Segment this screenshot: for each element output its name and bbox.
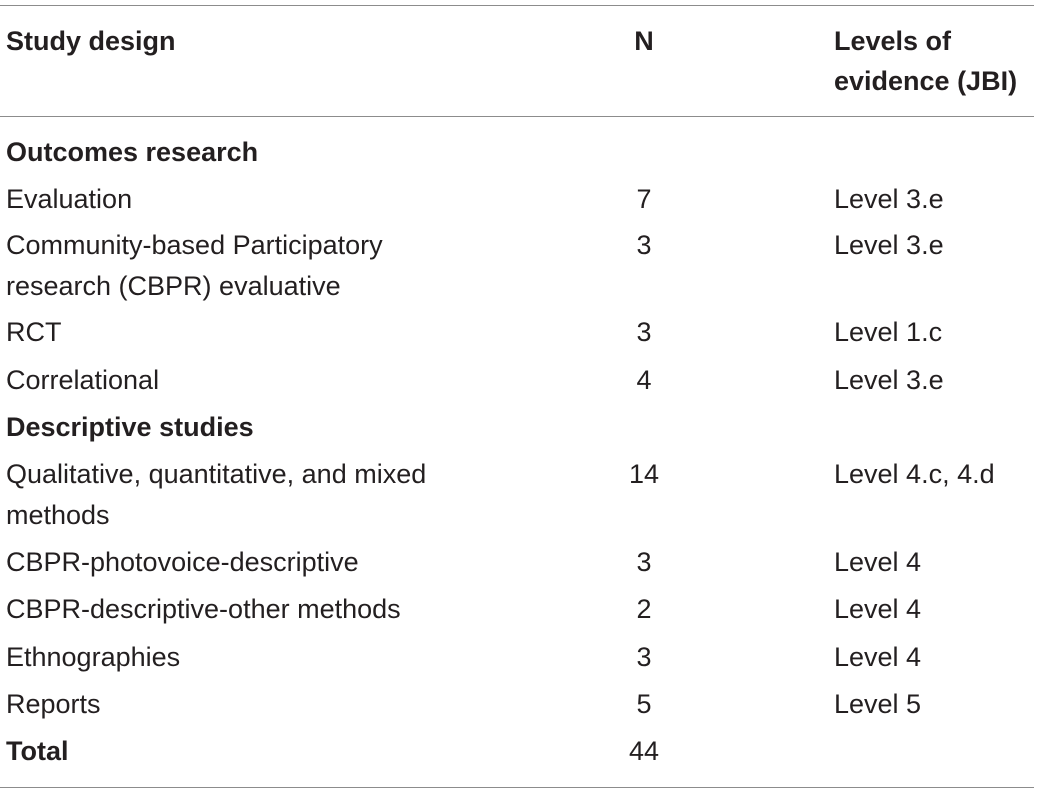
table-row-level: Level 4 <box>834 594 922 624</box>
table-row-n: 3 <box>636 642 652 672</box>
table-row-n: 3 <box>636 230 652 260</box>
section-title-outcomes-research: Outcomes research <box>6 137 259 167</box>
header-levels-line1: Levels of <box>834 26 952 56</box>
table-row-level: Level 4 <box>834 642 922 672</box>
table-row-n: 2 <box>636 594 652 624</box>
table-row-n: 14 <box>628 459 660 489</box>
table-row-level: Level 5 <box>834 689 922 719</box>
table-row-design: Evaluation <box>6 184 133 214</box>
total-n: 44 <box>628 736 660 766</box>
table-row-n: 3 <box>636 317 652 347</box>
table-row-n: 3 <box>636 547 652 577</box>
table-row-level: Level 1.c <box>834 317 943 347</box>
table-row-design-continued: methods <box>6 500 110 530</box>
table-row-level: Level 3.e <box>834 184 944 214</box>
table-row-design: CBPR-descriptive-other methods <box>6 594 401 624</box>
table-row-design: Reports <box>6 689 101 719</box>
table-row-level: Level 4.c, 4.d <box>834 459 995 489</box>
table-row-design: Correlational <box>6 365 160 395</box>
header-study-design: Study design <box>6 26 176 56</box>
table-row-design: CBPR-photovoice-descriptive <box>6 547 359 577</box>
header-rule <box>0 116 1034 117</box>
table-top-rule <box>0 5 1034 6</box>
table-row-n: 4 <box>636 365 652 395</box>
table-row-level: Level 3.e <box>834 230 944 260</box>
table-row-design: Ethnographies <box>6 642 181 672</box>
table-row-level: Level 3.e <box>834 365 944 395</box>
table-row-design: Community-based Participatory <box>6 230 383 260</box>
table-row-n: 7 <box>636 184 652 214</box>
header-n: N <box>634 26 654 56</box>
table-bottom-rule <box>0 787 1034 788</box>
header-levels-line2: evidence (JBI) <box>834 66 1018 96</box>
table-row-n: 5 <box>636 689 652 719</box>
table-row-design: Qualitative, quantitative, and mixed <box>6 459 427 489</box>
total-label: Total <box>6 736 69 766</box>
table-row-design: RCT <box>6 317 62 347</box>
table-row-design-continued: research (CBPR) evaluative <box>6 271 341 301</box>
section-title-descriptive-studies: Descriptive studies <box>6 412 254 442</box>
table-row-level: Level 4 <box>834 547 922 577</box>
